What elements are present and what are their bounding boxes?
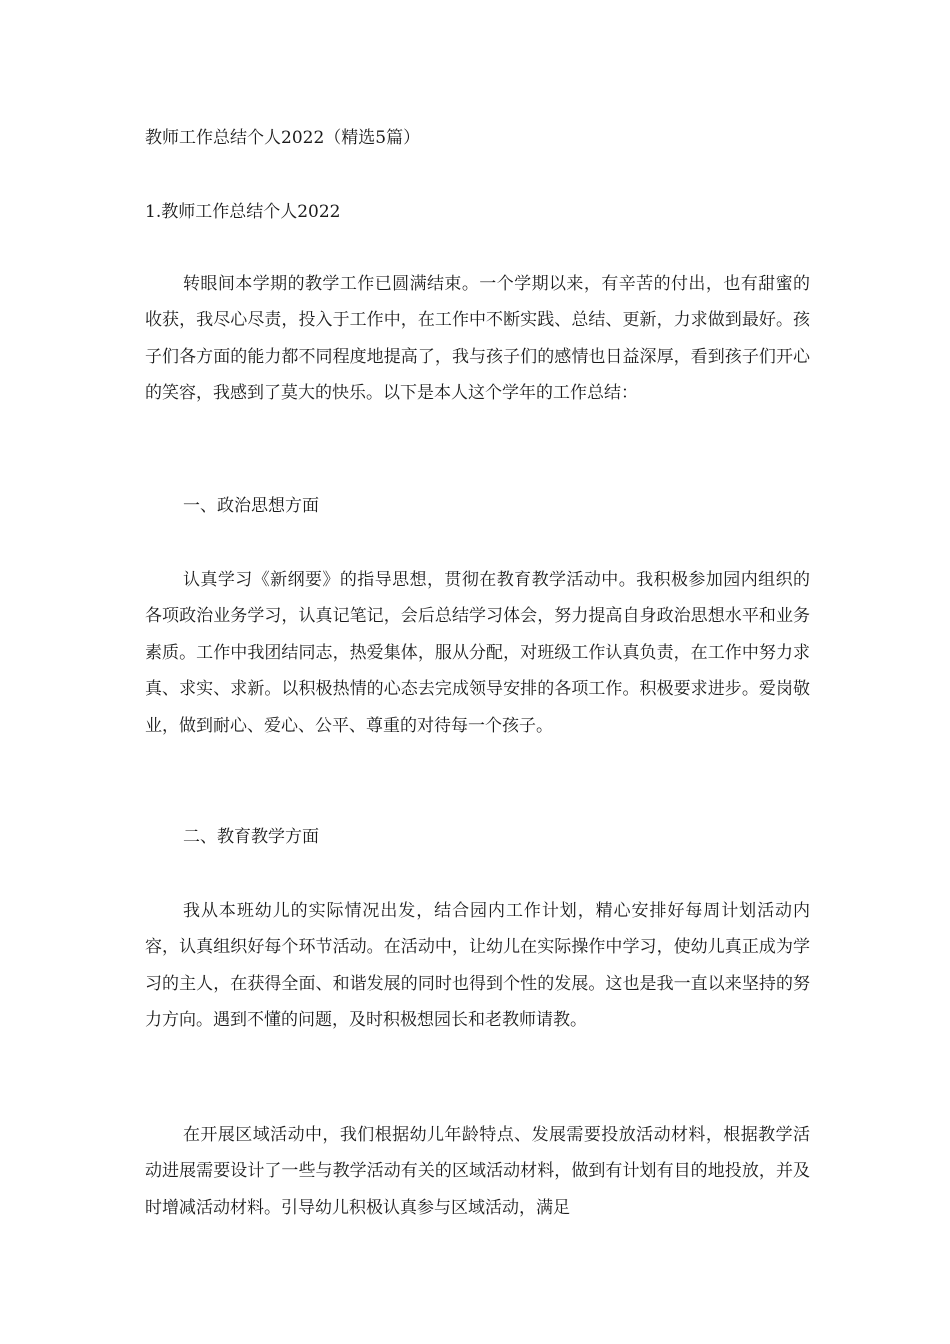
heading-teaching: 二、教育教学方面 [183,827,319,847]
paragraph-area-activity: 在开展区域活动中，我们根据幼儿年龄特点、发展需要投放活动材料，根据教学活动进展需要设计了一些与教学活动有关的区域活动材料，做到有计划有目的地投放，并及时增减活动材料。引导幼儿积极认真参与区域活动，满足 [145,1125,810,1218]
document-title: 教师工作总结个人2022（精选5篇） [145,128,421,148]
paragraph-teaching: 我从本班幼儿的实际情况出发，结合园内工作计划，精心安排好每周计划活动内容，认真组织好每个环节活动。在活动中，让幼儿在实际操作中学习，使幼儿真正成为学习的主人，在获得全面、和谐发展的同时也得到个性的发展。这也是我一直以来坚持的努力方向。遇到不懂的问题，及时积极想园长和老教师请教。 [145,901,810,1031]
section-title: 1.教师工作总结个人2022 [145,202,341,222]
paragraph-politics: 认真学习《新纲要》的指导思想，贯彻在教育教学活动中。我积极参加园内组织的各项政治业务学习，认真记笔记，会后总结学习体会，努力提高自身政治思想水平和业务素质。工作中我团结同志，热爱集体，服从分配，对班级工作认真负责，在工作中努力求真、求实、求新。以积极热情的心态去完成领导安排的各项工作。积极要求进步。爱岗敬业，做到耐心、爱心、公平、尊重的对待每一个孩子。 [145,570,810,736]
paragraph-intro: 转眼间本学期的教学工作已圆满结束。一个学期以来，有辛苦的付出，也有甜蜜的收获，我尽心尽责，投入于工作中，在工作中不断实践、总结、更新，力求做到最好。孩子们各方面的能力都不同程度地提高了，我与孩子们的感情也日益深厚，看到孩子们开心的笑容，我感到了莫大的快乐。以下是本人这个学年的工作总结： [145,274,810,404]
heading-politics: 一、政治思想方面 [183,496,319,516]
